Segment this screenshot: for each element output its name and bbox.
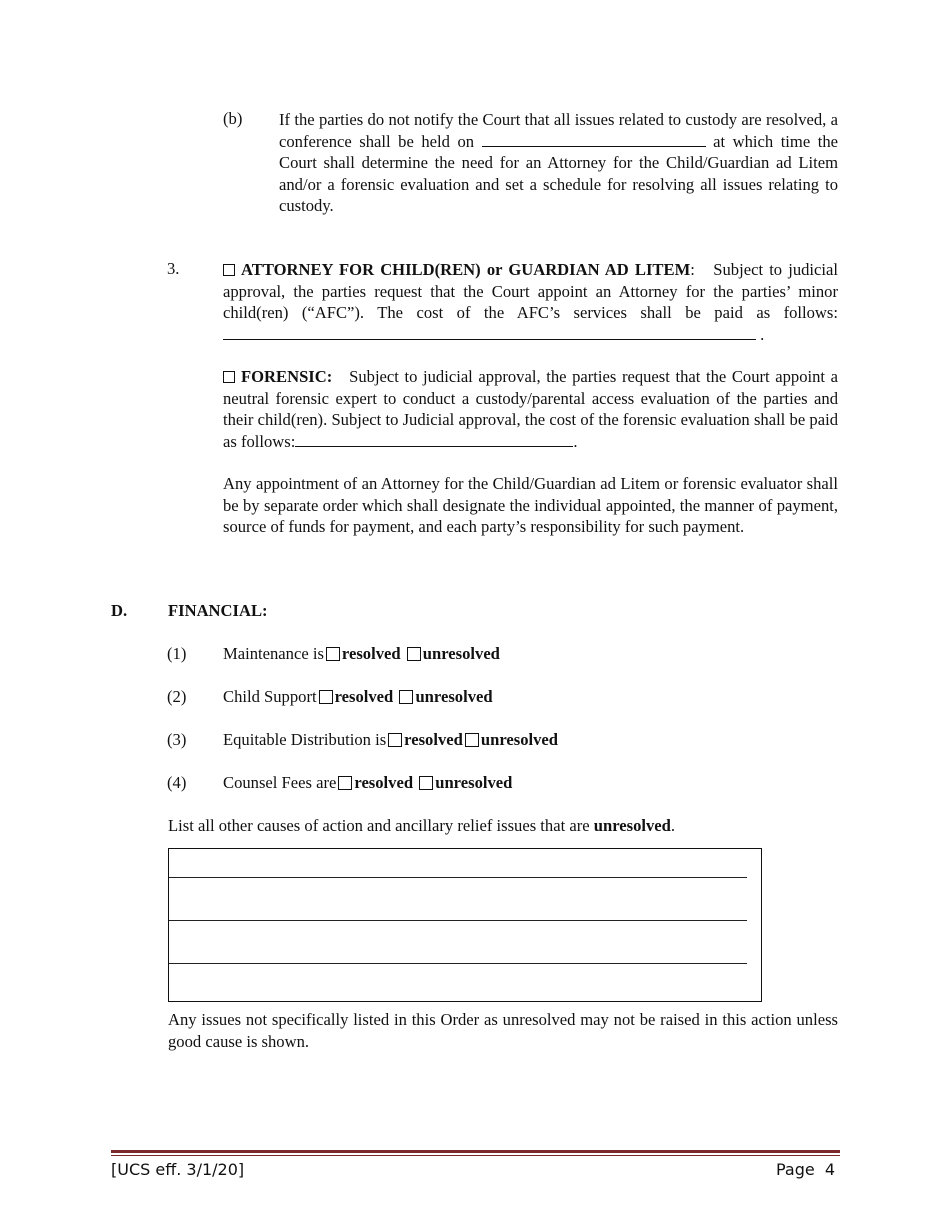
financial-item-label: Equitable Distribution is xyxy=(223,730,387,749)
section-d-letter: D. xyxy=(111,601,128,620)
financial-item-marker: (1) xyxy=(167,644,187,663)
afc-heading: ATTORNEY FOR CHILD(REN) or GUARDIAN AD LITEM xyxy=(241,260,691,279)
financial-item xyxy=(167,729,558,751)
financial-item-list xyxy=(167,643,767,803)
closing-paragraph: Any issues not specifically listed in this Order as unresolved may not be raised in this action unless good cause is shown. xyxy=(168,1010,838,1051)
afc-text: Subject to judicial approval, the parties request that the Court appoint an Attorney for the parties’ minor child(ren) (“AFC”). The cost of the AFC’s services shall be paid as follows: xyxy=(223,260,838,322)
forensic-text: Subject to judicial approval, the parties request that the Court appoint a neutral forensic expert to conduct a custody/parental access evaluation of the parties and their child(ren). Subject to Judicial approval, the cost of the forensic evaluation shall be paid as follows: xyxy=(223,367,838,451)
financial-item xyxy=(167,643,500,665)
financial-item xyxy=(167,686,493,708)
footer-rule-thick xyxy=(111,1150,840,1153)
resolved-label: resolved xyxy=(341,644,401,663)
conference-date-blank[interactable] xyxy=(482,131,706,147)
unresolved-label: unresolved xyxy=(435,773,513,792)
afc-colon: : xyxy=(690,260,695,279)
unresolved-checkbox[interactable] xyxy=(407,647,421,661)
footer-rule-thin xyxy=(111,1155,840,1156)
unresolved-issue-line[interactable] xyxy=(169,963,747,964)
resolved-label: resolved xyxy=(354,773,414,792)
unresolved-checkbox[interactable] xyxy=(419,776,433,790)
resolved-label: resolved xyxy=(404,730,463,749)
resolved-checkbox[interactable] xyxy=(326,647,340,661)
unresolved-checkbox[interactable] xyxy=(399,690,413,704)
forensic-checkbox[interactable] xyxy=(223,371,235,383)
unresolved-label: unresolved xyxy=(422,644,500,663)
section-3-number: 3. xyxy=(167,259,180,278)
unresolved-label: unresolved xyxy=(415,687,493,706)
forensic-payment-blank[interactable] xyxy=(295,431,573,447)
footer-left: [UCS eff. 3/1/20] xyxy=(111,1160,245,1179)
financial-item-marker: (2) xyxy=(167,687,187,706)
financial-item-label: Counsel Fees are xyxy=(223,773,337,792)
unresolved-issue-line[interactable] xyxy=(169,877,747,878)
resolved-label: resolved xyxy=(334,687,394,706)
section-b-paragraph xyxy=(279,109,838,217)
unresolved-checkbox[interactable] xyxy=(465,733,479,747)
list-intro-text: List all other causes of action and ancillary relief issues that are xyxy=(168,816,590,835)
financial-item-marker: (4) xyxy=(167,773,187,792)
financial-item-label: Maintenance is xyxy=(223,644,324,663)
afc-checkbox[interactable] xyxy=(223,264,235,276)
resolved-checkbox[interactable] xyxy=(388,733,402,747)
section-b-marker: (b) xyxy=(223,109,243,128)
list-intro xyxy=(168,815,675,837)
unresolved-issue-line[interactable] xyxy=(169,920,747,921)
resolved-checkbox[interactable] xyxy=(319,690,333,704)
list-intro-end: . xyxy=(670,816,676,835)
forensic-paragraph: FORENSIC: Subject to judicial approval, the parties request that the Court appoint a neutral forensic expert to conduct a custody/parental access evaluation of the parties and their child(ren). Subject to Judicial approval, the cost of the forensic evaluation shall be paid as follows: . xyxy=(223,367,838,451)
list-intro-bold: unresolved xyxy=(593,816,671,835)
section-d-heading: FINANCIAL: xyxy=(168,601,268,620)
unresolved-issues-box[interactable] xyxy=(168,848,762,1002)
financial-item-marker: (3) xyxy=(167,730,187,749)
financial-item xyxy=(167,772,512,794)
section-b-text-2: at which time the Court shall determine the need for an Attorney for the Child/Guardian ad Litem and/or a forensic evaluation and set a schedule for resolving all issues relating to custody. xyxy=(279,131,838,215)
page-number: Page 4 xyxy=(776,1160,836,1179)
resolved-checkbox[interactable] xyxy=(338,776,352,790)
afc-payment-blank[interactable] xyxy=(223,324,756,340)
section-b-text-1: If the parties do not notify the Court that all issues related to custody are resolved, a conference shall be held on xyxy=(279,110,838,151)
unresolved-label: unresolved xyxy=(480,730,559,749)
forensic-heading: FORENSIC: xyxy=(241,367,333,386)
financial-item-label: Child Support xyxy=(223,687,317,706)
afc-paragraph: ATTORNEY FOR CHILD(REN) or GUARDIAN AD LITEM: Subject to judicial approval, the parties request that the Court appoint an Attorney for the parties’ minor child(ren) (“AFC”). The cost of the AFC’s services shall be paid as follows: . xyxy=(223,260,838,344)
appointment-paragraph: Any appointment of an Attorney for the Child/Guardian ad Litem or forensic evaluator shall be by separate order which shall designate the individual appointed, the manner of payment, source of funds for payment, and each party’s responsibility for such payment. xyxy=(223,474,838,536)
